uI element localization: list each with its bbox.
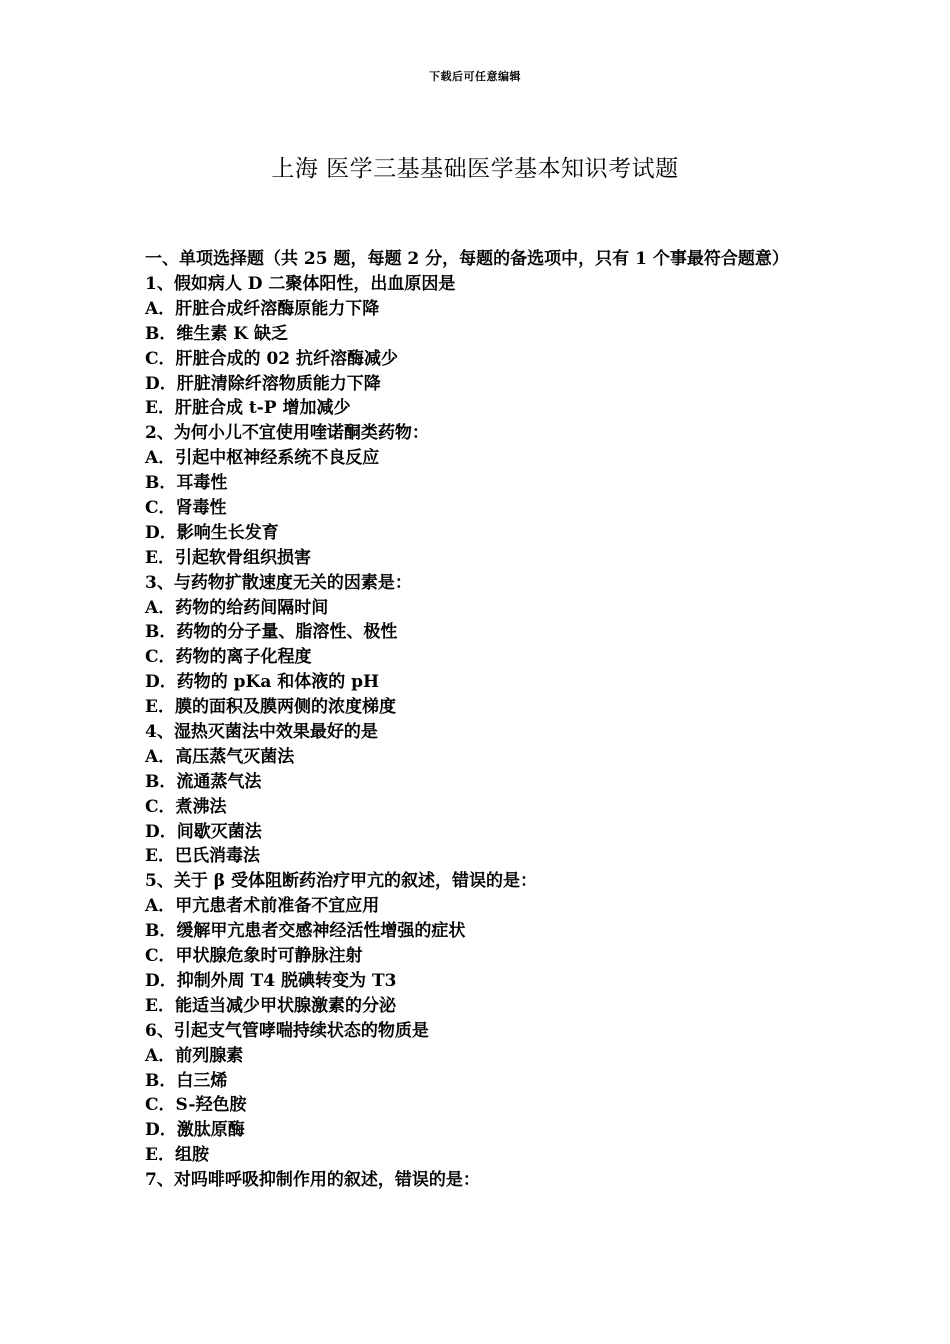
- question-stem: 7、对吗啡呼吸抑制作用的叙述，错误的是：: [145, 1170, 480, 1191]
- answer-option: A．甲亢患者术前准备不宜应用: [145, 896, 380, 917]
- answer-option: A．药物的给药间隔时间: [145, 597, 329, 618]
- answer-option: B．维生素 K 缺乏: [145, 323, 288, 344]
- page-title: 上海 医学三基基础医学基本知识考试题: [271, 156, 679, 182]
- question-block: [145, 571, 820, 720]
- exam-content: [145, 247, 820, 1193]
- answer-option: B．耳毒性: [145, 473, 228, 494]
- answer-option: E．膜的面积及膜两侧的浓度梯度: [145, 697, 396, 718]
- question-stem: 1、假如病人 D 二聚体阳性，出血原因是: [145, 274, 456, 294]
- question-block: [145, 1168, 820, 1193]
- question-block: [145, 1019, 820, 1168]
- answer-option: C．煮沸法: [145, 796, 227, 817]
- answer-option: E．引起软骨组织损害: [145, 547, 311, 568]
- question-block: [145, 421, 820, 570]
- answer-option: E．巴氏消毒法: [145, 846, 260, 867]
- answer-option: D．激肽原酶: [145, 1120, 245, 1141]
- question-list: [145, 272, 820, 1193]
- question-stem: 4、湿热灭菌法中效果最好的是: [145, 722, 378, 743]
- answer-option: B．流通蒸气法: [145, 771, 262, 792]
- answer-option: B．白三烯: [145, 1070, 228, 1091]
- answer-option: D．间歇灭菌法: [145, 821, 262, 842]
- section-heading: 一、单项选择题（共 25 题，每题 2 分，每题的备选项中，只有 1 个事最符合题意）: [145, 249, 789, 269]
- question-block: [145, 272, 820, 421]
- question-block: [145, 869, 820, 1018]
- answer-option: E．组胺: [145, 1145, 209, 1166]
- answer-option: D．药物的 pKa 和体液的 pH: [145, 672, 380, 693]
- answer-option: E．肝脏合成 t-P 增加减少: [145, 398, 351, 419]
- answer-option: D．影响生长发育: [145, 522, 279, 543]
- answer-option: C．甲状腺危象时可静脉注射: [145, 946, 363, 967]
- answer-option: A．高压蒸气灭菌法: [145, 746, 295, 767]
- answer-option: A．引起中枢神经系统不良反应: [145, 448, 380, 469]
- answer-option: C．S-羟色胺: [145, 1095, 247, 1116]
- question-stem: 5、关于 β 受体阻断药治疗甲亢的叙述，错误的是：: [145, 871, 537, 892]
- answer-option: D．抑制外周 T4 脱碘转变为 T3: [145, 970, 397, 991]
- answer-option: B．缓解甲亢患者交感神经活性增强的症状: [145, 921, 466, 942]
- header-note: 下载后可任意编辑: [429, 70, 521, 83]
- question-stem: 3、与药物扩散速度无关的因素是：: [145, 572, 412, 593]
- answer-option: C．肾毒性: [145, 498, 227, 519]
- answer-option: A．肝脏合成纤溶酶原能力下降: [145, 298, 380, 319]
- question-stem: 2、为何小儿不宜使用喹诺酮类药物：: [145, 423, 429, 444]
- answer-option: C．肝脏合成的 02 抗纤溶酶减少: [145, 348, 399, 369]
- answer-option: C．药物的离子化程度: [145, 647, 312, 668]
- question-block: [145, 720, 820, 869]
- answer-option: E．能适当减少甲状腺激素的分泌: [145, 995, 396, 1016]
- answer-option: A．前列腺素: [145, 1045, 244, 1066]
- question-stem: 6、引起支气管哮喘持续状态的物质是: [145, 1020, 429, 1041]
- answer-option: D．肝脏清除纤溶物质能力下降: [145, 373, 381, 394]
- answer-option: B．药物的分子量、脂溶性、极性: [145, 622, 398, 643]
